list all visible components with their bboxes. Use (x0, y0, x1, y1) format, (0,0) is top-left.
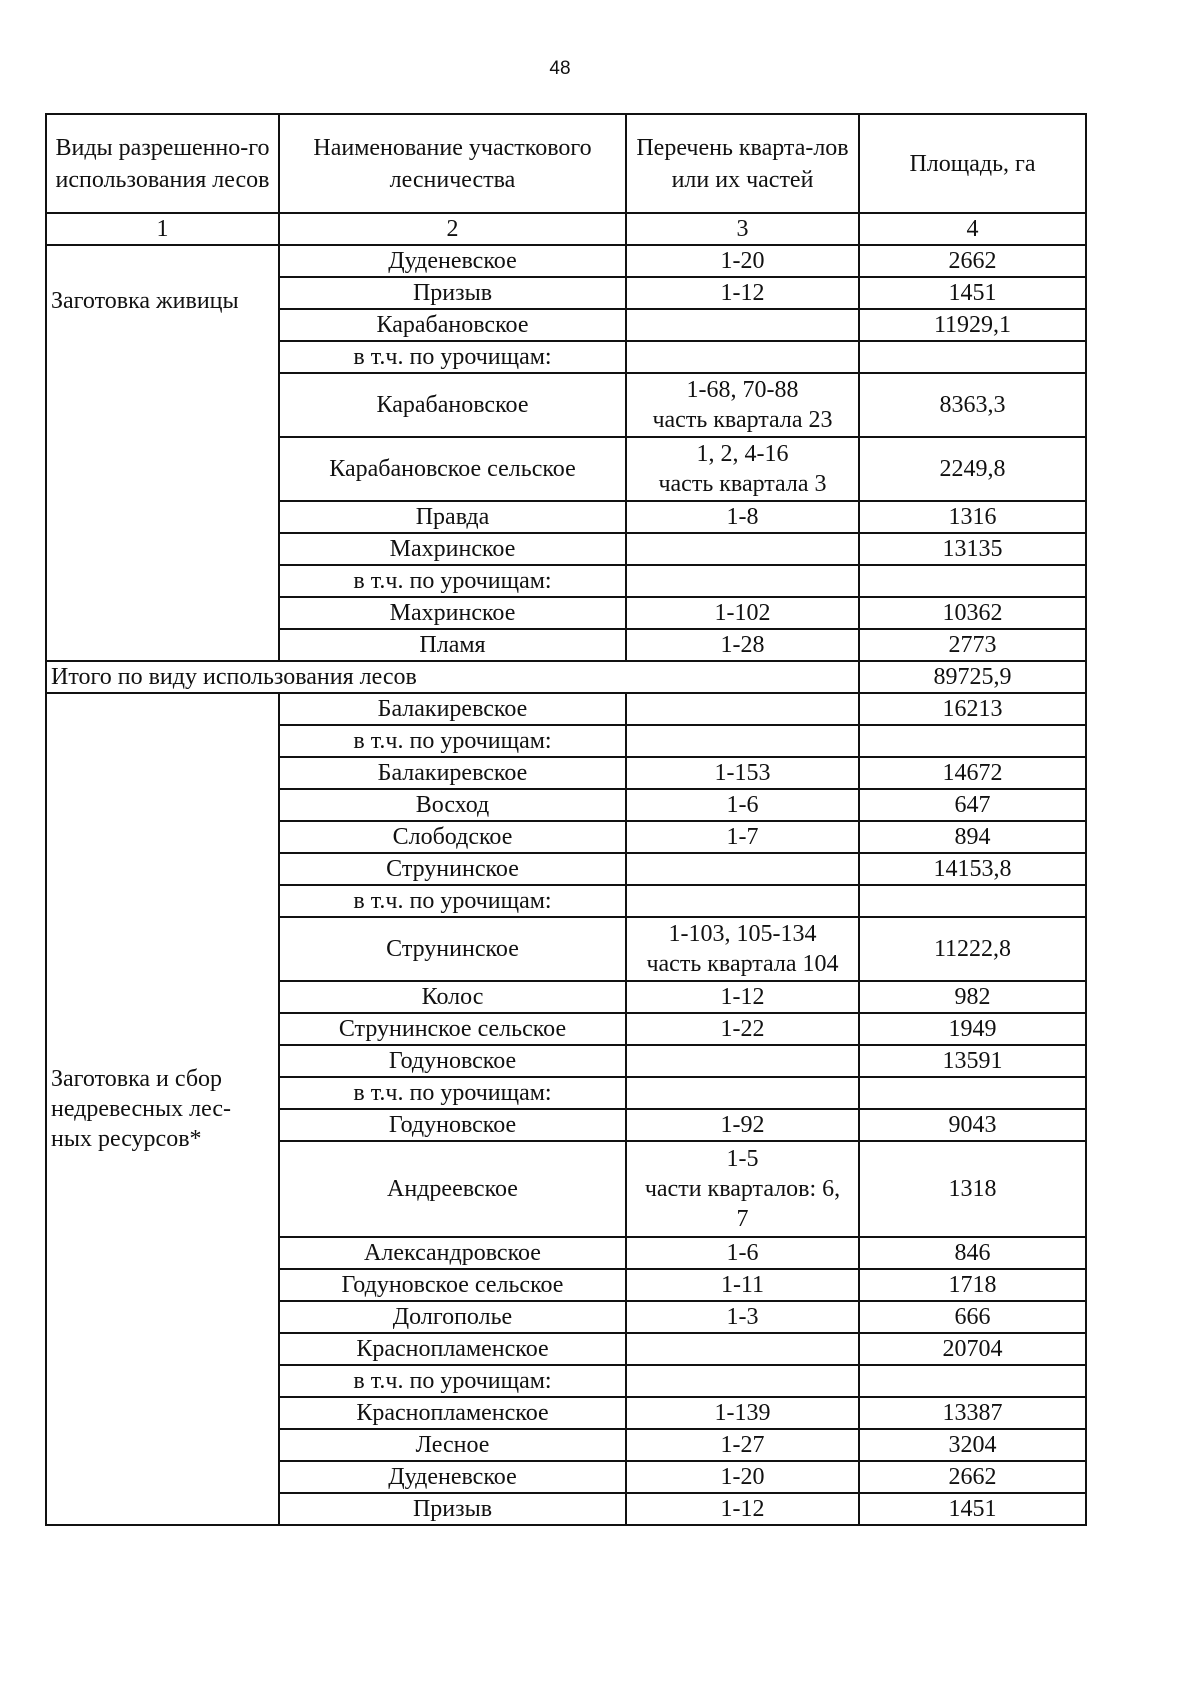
area: 9043 (859, 1109, 1086, 1141)
table-header-row (46, 114, 1086, 213)
quarters-line: часть квартала 3 (658, 471, 827, 497)
use-kind-line: ных ресурсов* (51, 1126, 202, 1152)
forestry-name: Карабановское сельское (279, 437, 626, 501)
forestry-name: в т.ч. по урочищам: (279, 885, 626, 917)
quarters: 1-3 (626, 1301, 859, 1333)
forestry-name: Пламя (279, 629, 626, 661)
quarters: 1-27 (626, 1429, 859, 1461)
quarters (626, 853, 859, 885)
quarters: 1-11 (626, 1269, 859, 1301)
quarters: 1-7 (626, 821, 859, 853)
column-number: 3 (626, 213, 859, 245)
area: 10362 (859, 597, 1086, 629)
area (859, 1365, 1086, 1397)
column-number: 1 (46, 213, 279, 245)
quarters-line: часть квартала 23 (652, 407, 833, 433)
area (859, 1077, 1086, 1109)
forestry-name: Колос (279, 981, 626, 1013)
forestry-name: Струнинское (279, 853, 626, 885)
quarters (626, 1045, 859, 1077)
quarters (626, 309, 859, 341)
area: 2662 (859, 245, 1086, 277)
area: 13135 (859, 533, 1086, 565)
forestry-name: Дуденевское (279, 245, 626, 277)
total-area: 89725,9 (859, 661, 1086, 693)
header-area: Площадь, га (859, 114, 1086, 213)
column-number: 4 (859, 213, 1086, 245)
area: 1949 (859, 1013, 1086, 1045)
area (859, 725, 1086, 757)
use-kind-line: недревесных лес- (51, 1096, 231, 1122)
area: 1318 (859, 1141, 1086, 1237)
forestry-name: Восход (279, 789, 626, 821)
area: 14672 (859, 757, 1086, 789)
forestry-name: Годуновское (279, 1045, 626, 1077)
forestry-name: Правда (279, 501, 626, 533)
forestry-name: Андреевское (279, 1141, 626, 1237)
table-row (46, 693, 1086, 725)
area: 20704 (859, 1333, 1086, 1365)
forestry-name: Призыв (279, 1493, 626, 1525)
forestry-name: Годуновское сельское (279, 1269, 626, 1301)
forestry-name: Краснопламенское (279, 1333, 626, 1365)
page-number: 48 (549, 58, 571, 79)
area: 1718 (859, 1269, 1086, 1301)
area: 846 (859, 1237, 1086, 1269)
quarters-line: 7 (736, 1206, 749, 1232)
use-kind-line: Заготовка и сбор (51, 1066, 223, 1092)
forestry-name: Краснопламенское (279, 1397, 626, 1429)
header-use-kind: Виды разрешенно-го использования лесов (46, 114, 279, 213)
quarters: 1-12 (626, 1493, 859, 1525)
forestry-name: Призыв (279, 277, 626, 309)
header-forestry-name: Наименование участкового лесничества (279, 114, 626, 213)
quarters-line: 1, 2, 4-16 (696, 441, 789, 467)
forestry-name: Дуденевское (279, 1461, 626, 1493)
forest-use-table (45, 113, 1087, 1526)
forestry-name: в т.ч. по урочищам: (279, 341, 626, 373)
area: 1451 (859, 277, 1086, 309)
area: 894 (859, 821, 1086, 853)
quarters (626, 533, 859, 565)
quarters: 1-102 (626, 597, 859, 629)
area: 11929,1 (859, 309, 1086, 341)
quarters (626, 693, 859, 725)
quarters: 1-20 (626, 1461, 859, 1493)
quarters (626, 1333, 859, 1365)
area: 2773 (859, 629, 1086, 661)
forestry-name: Карабановское (279, 373, 626, 437)
column-number-row (46, 213, 1086, 245)
quarters (626, 437, 859, 501)
area: 14153,8 (859, 853, 1086, 885)
quarters (626, 373, 859, 437)
area: 13387 (859, 1397, 1086, 1429)
forestry-name: Струнинское сельское (279, 1013, 626, 1045)
quarters (626, 565, 859, 597)
area (859, 565, 1086, 597)
forestry-name: Махринское (279, 597, 626, 629)
quarters (626, 1365, 859, 1397)
forestry-name: Долгополье (279, 1301, 626, 1333)
area: 8363,3 (859, 373, 1086, 437)
quarters: 1-12 (626, 981, 859, 1013)
area (859, 885, 1086, 917)
forestry-name: Годуновское (279, 1109, 626, 1141)
forestry-name: в т.ч. по урочищам: (279, 565, 626, 597)
quarters (626, 917, 859, 981)
area: 11222,8 (859, 917, 1086, 981)
quarters (626, 341, 859, 373)
area: 1316 (859, 501, 1086, 533)
area (859, 341, 1086, 373)
area: 1451 (859, 1493, 1086, 1525)
area: 647 (859, 789, 1086, 821)
area: 2249,8 (859, 437, 1086, 501)
area: 13591 (859, 1045, 1086, 1077)
forestry-name: в т.ч. по урочищам: (279, 725, 626, 757)
quarters (626, 725, 859, 757)
quarters: 1-12 (626, 277, 859, 309)
forestry-name: Лесное (279, 1429, 626, 1461)
quarters: 1-20 (626, 245, 859, 277)
forestry-name: Струнинское (279, 917, 626, 981)
quarters: 1-6 (626, 1237, 859, 1269)
header-quarters: Перечень кварта-лов или их частей (626, 114, 859, 213)
quarters (626, 885, 859, 917)
total-label: Итого по виду использования лесов (46, 661, 859, 693)
quarters: 1-28 (626, 629, 859, 661)
area: 2662 (859, 1461, 1086, 1493)
use-kind-cell (46, 693, 279, 1525)
forestry-name: Махринское (279, 533, 626, 565)
quarters-line: части кварталов: 6, (644, 1176, 841, 1202)
forestry-name: Слободское (279, 821, 626, 853)
quarters: 1-6 (626, 789, 859, 821)
area: 3204 (859, 1429, 1086, 1461)
quarters-line: часть квартала 104 (646, 951, 839, 977)
quarters: 1-8 (626, 501, 859, 533)
forestry-name: Балакиревское (279, 757, 626, 789)
quarters (626, 1077, 859, 1109)
forestry-name: Александровское (279, 1237, 626, 1269)
quarters (626, 1141, 859, 1237)
forestry-name: в т.ч. по урочищам: (279, 1365, 626, 1397)
forestry-name: Карабановское (279, 309, 626, 341)
forestry-name: в т.ч. по урочищам: (279, 1077, 626, 1109)
quarters-line: 1-103, 105-134 (668, 921, 817, 947)
column-number: 2 (279, 213, 626, 245)
area: 982 (859, 981, 1086, 1013)
quarters: 1-22 (626, 1013, 859, 1045)
table-row (46, 245, 1086, 277)
quarters: 1-139 (626, 1397, 859, 1429)
quarters-line: 1-5 (726, 1146, 759, 1172)
quarters-line: 1-68, 70-88 (686, 377, 799, 403)
total-row (46, 661, 1086, 693)
use-kind-cell: Заготовка живицы (46, 245, 279, 661)
forestry-name: Балакиревское (279, 693, 626, 725)
area: 666 (859, 1301, 1086, 1333)
area: 16213 (859, 693, 1086, 725)
quarters: 1-92 (626, 1109, 859, 1141)
quarters: 1-153 (626, 757, 859, 789)
